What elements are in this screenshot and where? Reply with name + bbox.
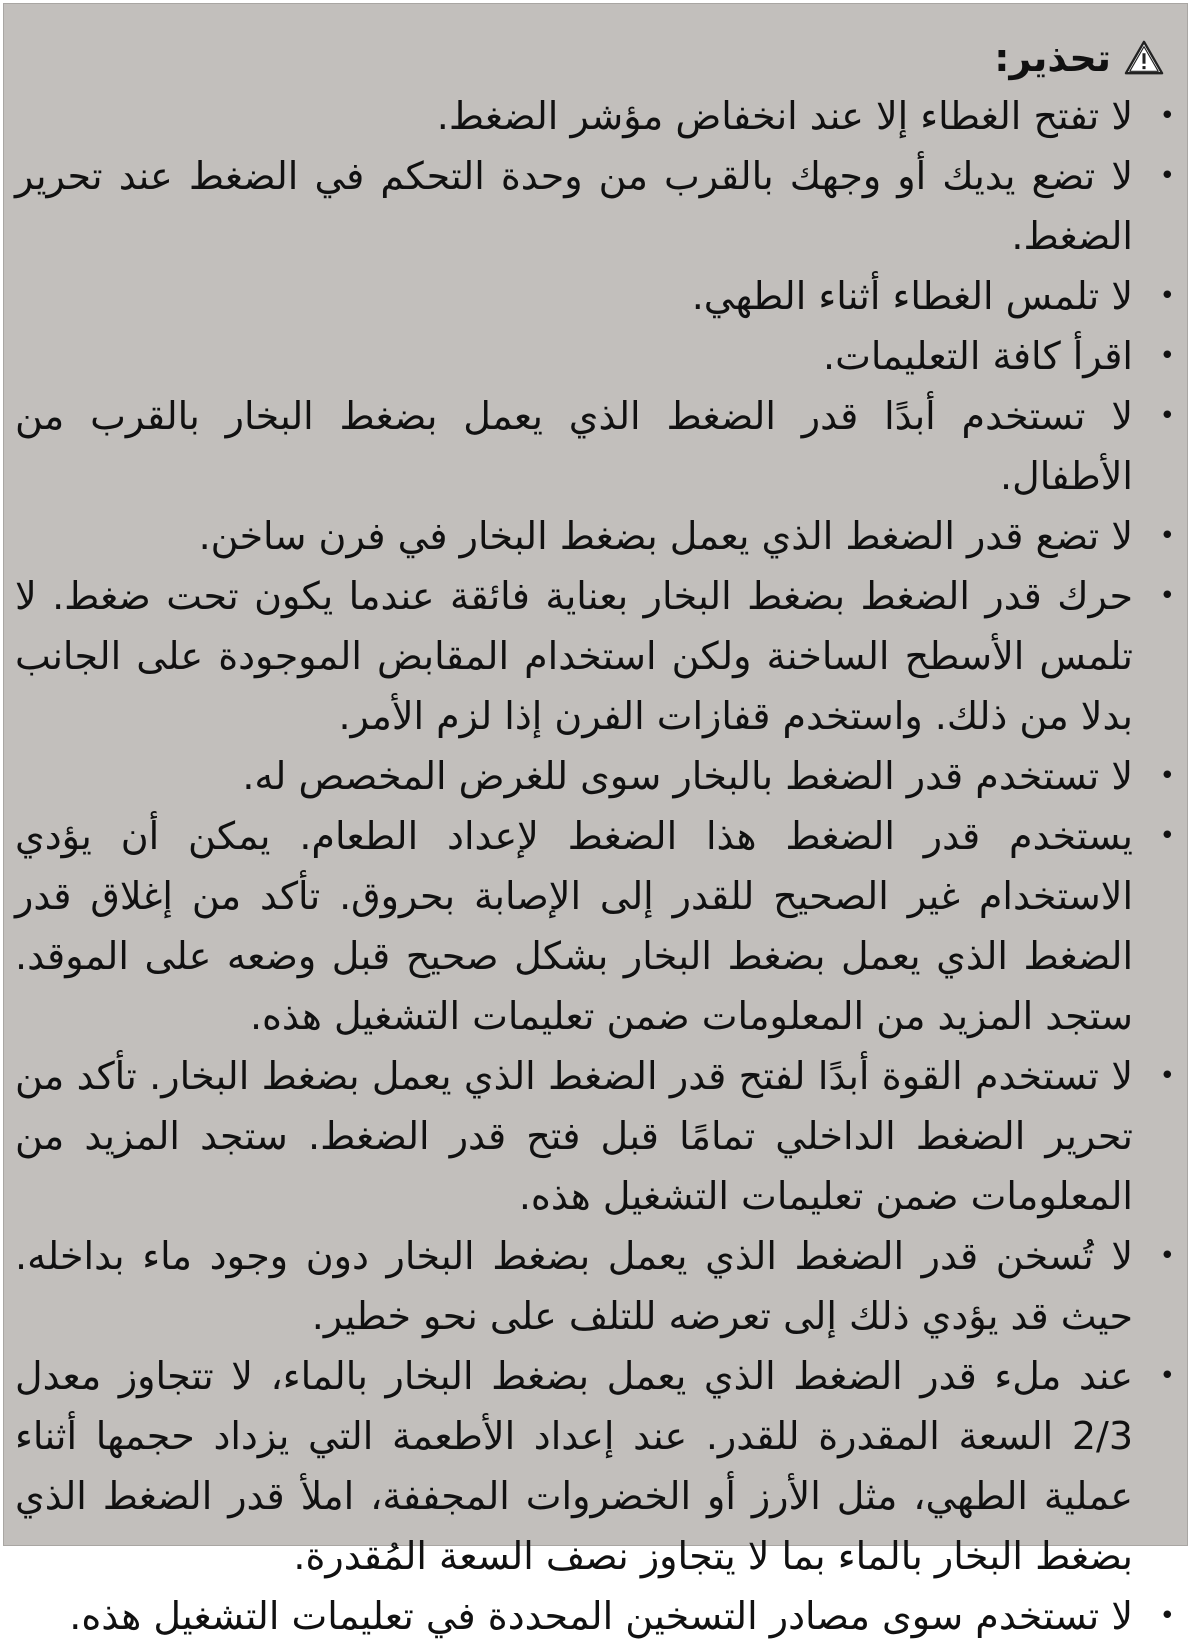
warning-item bbox=[15, 326, 1175, 386]
warning-item bbox=[15, 566, 1175, 746]
warning-triangle-icon bbox=[1123, 39, 1165, 77]
warning-item bbox=[15, 1586, 1175, 1646]
bullet-icon: • bbox=[1159, 101, 1175, 131]
warning-item-text: حرك قدر الضغط بضغط البخار بعناية فائقة عندما يكون تحت ضغط. لا تلمس الأسطح الساخنة ولكن استخدام المقابض الموجودة على الجانب بدلا من ذلك. واستخدم قفازات الفرن إذا لزم الأمر. bbox=[15, 574, 1133, 738]
warning-list bbox=[15, 86, 1175, 1646]
warning-item-text: لا تُسخن قدر الضغط الذي يعمل بضغط البخار دون وجود ماء بداخله. حيث قد يؤدي ذلك إلى تعرضه للتلف على نحو خطير. bbox=[15, 1234, 1133, 1338]
bullet-icon: • bbox=[1159, 401, 1175, 431]
bullet-icon: • bbox=[1159, 1061, 1175, 1091]
warning-item-text: لا تضع يديك أو وجهك بالقرب من وحدة التحكم في الضغط عند تحرير الضغط. bbox=[15, 154, 1133, 258]
warning-item-text: لا تضع قدر الضغط الذي يعمل بضغط البخار في فرن ساخن. bbox=[198, 514, 1133, 558]
bullet-icon: • bbox=[1159, 341, 1175, 371]
bullet-icon: • bbox=[1159, 821, 1175, 851]
warning-item-text: لا تستخدم قدر الضغط بالبخار سوى للغرض المخصص له. bbox=[242, 754, 1133, 798]
warning-panel bbox=[3, 3, 1188, 1638]
warning-item bbox=[15, 266, 1175, 326]
warning-item bbox=[15, 86, 1175, 146]
warning-item bbox=[15, 1346, 1175, 1586]
warning-item-text: لا تستخدم سوى مصادر التسخين المحددة في تعليمات التشغيل هذه. bbox=[69, 1594, 1133, 1638]
warning-item-text: يستخدم قدر الضغط هذا الضغط لإعداد الطعام. يمكن أن يؤدي الاستخدام غير الصحيح للقدر إلى الإصابة بحروق. تأكد من إغلاق قدر الضغط الذي يعمل بضغط البخار بشكل صحيح قبل وضعه على الموقد. ستجد المزيد من المعلومات ضمن تعليمات التشغيل هذه. bbox=[15, 814, 1133, 1038]
warning-item bbox=[15, 746, 1175, 806]
bullet-icon: • bbox=[1159, 1241, 1175, 1271]
warning-item-text: اقرأ كافة التعليمات. bbox=[823, 334, 1133, 378]
warning-title: تحذير: bbox=[994, 36, 1111, 80]
warning-item-text: لا تستخدم القوة أبدًا لفتح قدر الضغط الذي يعمل بضغط البخار. تأكد من تحرير الضغط الداخلي تمامًا قبل فتح قدر الضغط. ستجد المزيد من المعلومات ضمن تعليمات التشغيل هذه. bbox=[15, 1054, 1133, 1218]
warning-content bbox=[15, 32, 1175, 1646]
bullet-icon: • bbox=[1159, 521, 1175, 551]
warning-item bbox=[15, 146, 1175, 266]
bullet-icon: • bbox=[1159, 761, 1175, 791]
warning-header bbox=[15, 32, 1175, 84]
warning-item bbox=[15, 1046, 1175, 1226]
warning-item bbox=[15, 386, 1175, 506]
bullet-icon: • bbox=[1159, 581, 1175, 611]
warning-item bbox=[15, 506, 1175, 566]
bullet-icon: • bbox=[1159, 1361, 1175, 1391]
warning-item-text: لا تستخدم أبدًا قدر الضغط الذي يعمل بضغط البخار بالقرب من الأطفال. bbox=[15, 394, 1133, 498]
bullet-icon: • bbox=[1159, 161, 1175, 191]
warning-item-text: لا تلمس الغطاء أثناء الطهي. bbox=[691, 274, 1133, 318]
warning-item-text: لا تفتح الغطاء إلا عند انخفاض مؤشر الضغط. bbox=[436, 94, 1133, 138]
bullet-icon: • bbox=[1159, 281, 1175, 311]
warning-item-text: عند ملء قدر الضغط الذي يعمل بضغط البخار بالماء، لا تتجاوز معدل 2/3 السعة المقدرة للقدر. عند إعداد الأطعمة التي يزداد حجمها أثناء عملية الطهي، مثل الأرز أو الخضروات المجففة، املأ قدر الضغط الذي بضغط البخار بالماء بما لا يتجاوز نصف السعة المُقدرة. bbox=[15, 1354, 1133, 1578]
bullet-icon: • bbox=[1159, 1601, 1175, 1631]
warning-item bbox=[15, 806, 1175, 1046]
warning-item bbox=[15, 1226, 1175, 1346]
